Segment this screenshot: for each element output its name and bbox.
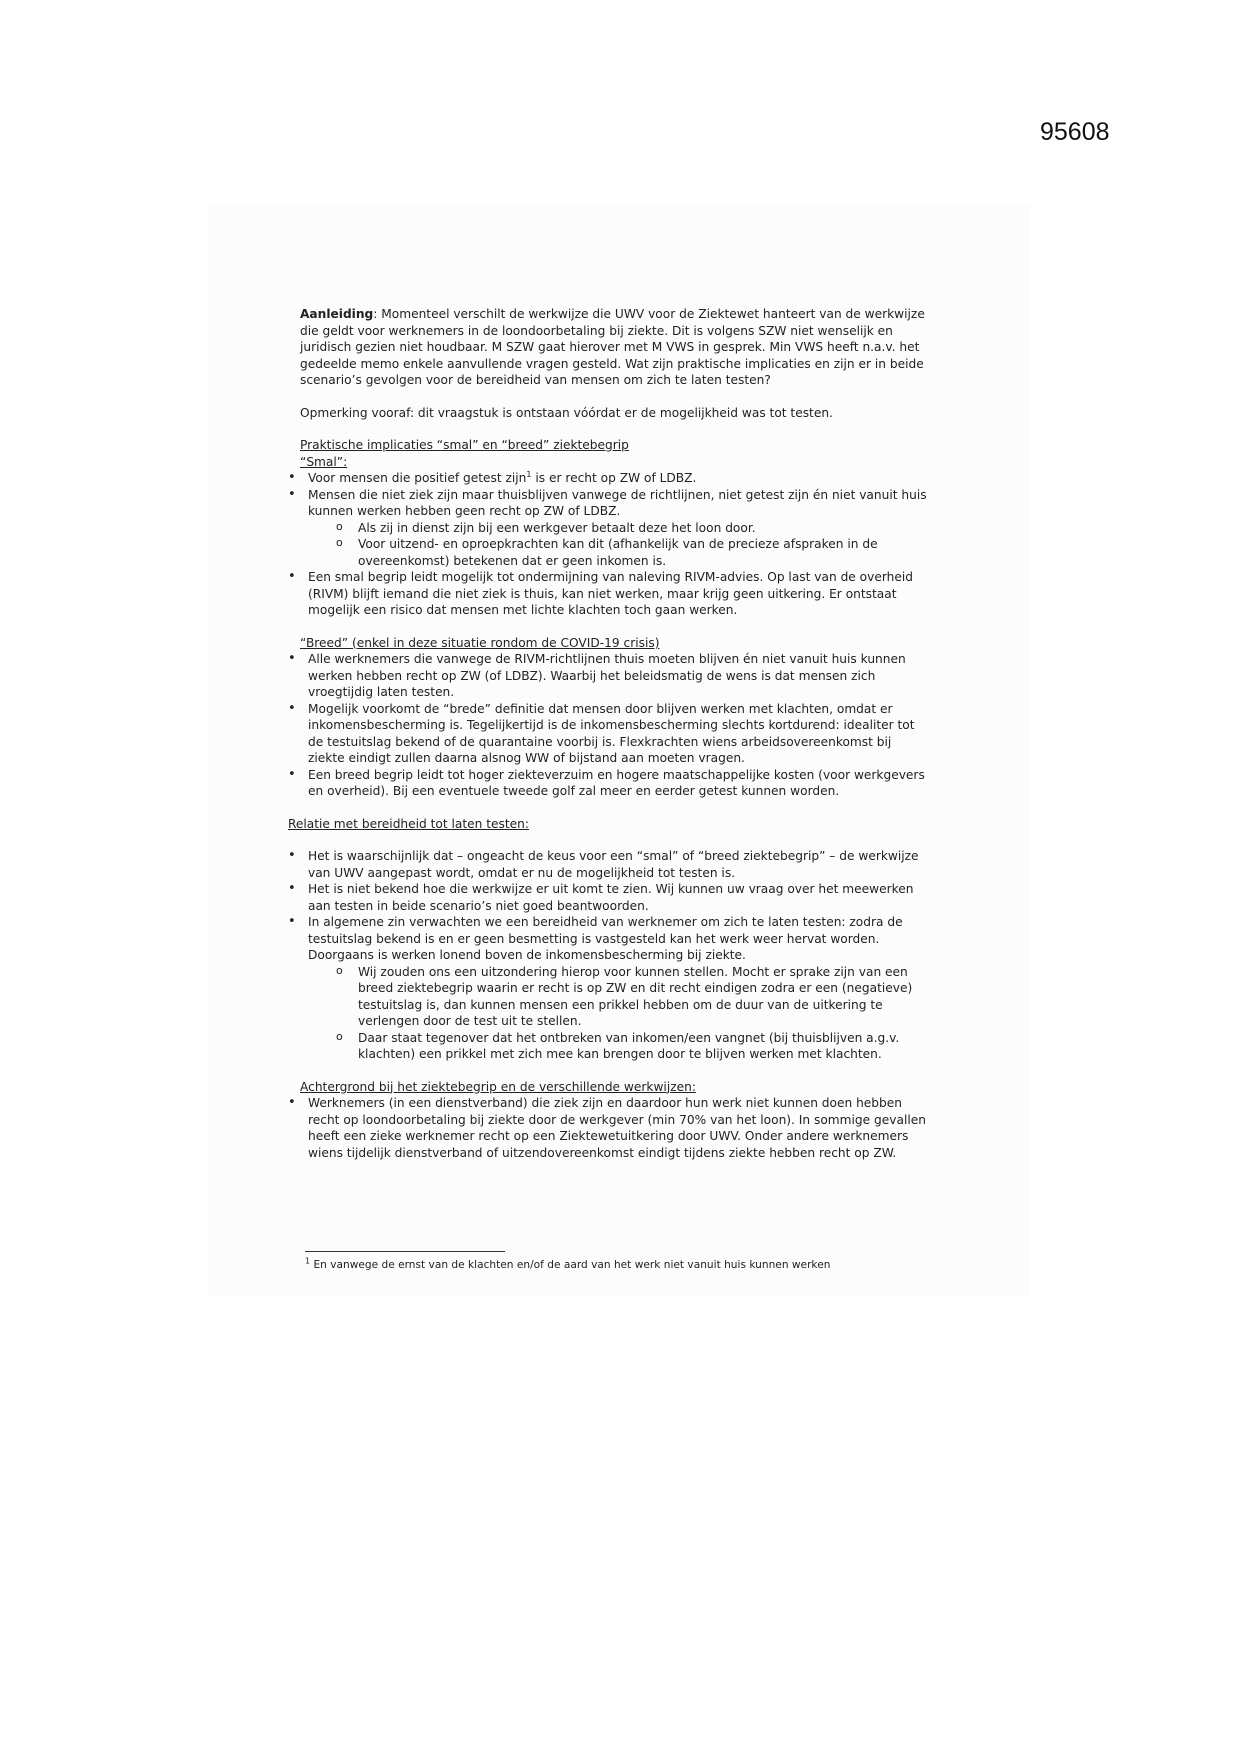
subheading-smal: “Smal”:	[300, 454, 348, 469]
document-number: 95608	[1040, 118, 1110, 146]
sub-list-item: o Als zij in dienst zijn bij een werkgever betaalt deze het loon door.	[358, 520, 928, 537]
achtergrond-list	[288, 1095, 928, 1161]
list-item: • Een breed begrip leidt tot hoger ziekteverzuim en hogere maatschappelijke kosten (voor werkgevers en overheid). Bij een eventuele tweede golf zal meer en eerder getest kunnen worden.	[308, 767, 928, 800]
remark-paragraph: Opmerking vooraf: dit vraagstuk is ontstaan vóórdat er de mogelijkheid was tot testen.	[300, 405, 833, 420]
footnote-text: En vanwege de ernst van de klachten en/of de aard van het werk niet vanuit huis kunnen werken	[310, 1259, 831, 1271]
breed-list	[288, 651, 928, 800]
section-heading-achtergrond: Achtergrond bij het ziektebegrip en de verschillende werkwijzen:	[300, 1079, 696, 1094]
section-heading-relatie: Relatie met bereidheid tot laten testen:	[288, 816, 529, 831]
footnote-ref: 1	[526, 469, 532, 479]
list-item: • Een smal begrip leidt mogelijk tot ondermijning van naleving RIVM-advies. Op last van de overheid (RIVM) blijft iemand die niet ziek is thuis, kan niet werken, maar krijg geen uitkering. Er ontstaat mogelijk een risico dat mensen met lichte klachten toch gaan werken.	[308, 569, 928, 619]
footnote-divider	[305, 1251, 505, 1252]
relatie-sublist	[308, 964, 928, 1063]
sub-list-item: o Daar staat tegenover dat het ontbreken van inkomen/een vangnet (bij thuisblijven a.g.v. klachten) een prikkel met zich mee kan brengen door te blijven werken met klachten.	[358, 1030, 928, 1063]
intro-text: : Momenteel verschilt de werkwijze die UWV voor de Ziektewet hanteert van de werkwijze die geldt voor werknemers in de loondoorbetaling bij ziekte. Dit is volgens SZW niet wenselijk en juridisch gezien niet houdbaar. M SZW gaat hierover met M VWS in gesprek. Min VWS heeft n.a.v. het gedeelde memo enkele aanvullende vragen gesteld. Wat zijn praktische implicaties en zijn er in beide scenario’s gevolgen voor de bereidheid van mensen om zich te laten testen?	[300, 307, 925, 387]
list-item: • In algemene zin verwachten we een bereidheid van werknemer om zich te laten testen: zodra de testuitslag bekend is en er geen besmetting is vastgesteld kan het werk weer hervat worden. Doorgaans is werken lonend boven de inkomensbescherming bij ziekte. o Wij zouden ons een uitzondering hierop voor kunnen stellen. Mocht er sprake zijn van een breed ziektebegrip waarin er recht is op ZW en dit recht eindigen zodra er een (negatieve) testuitslag is, dan kunnen mensen een prikkel hebben om de duur van de uitkering te verlengen door de test uit te stellen. o Daar staat tegenover dat het ontbreken van inkomen/een vangnet (bij thuisblijven a.g.v. klachten) een prikkel met zich mee kan brengen door te blijven werken met klachten.	[308, 914, 928, 1063]
list-item: • Voor mensen die positief getest zijn$^1$ is er recht op ZW of LDBZ.	[308, 470, 928, 487]
footnote	[305, 1258, 945, 1272]
memo-body	[288, 306, 940, 1161]
list-item: • Mensen die niet ziek zijn maar thuisblijven vanwege de richtlijnen, niet getest zijn én niet vanuit huis kunnen werken hebben geen recht op ZW of LDBZ. o Als zij in dienst zijn bij een werkgever betaalt deze het loon door. o Voor uitzend- en oproepkrachten kan dit (afhankelijk van de precieze afspraken in de overeenkomst) betekenen dat er geen inkomen is.	[308, 487, 928, 570]
subheading-breed: “Breed” (enkel in deze situatie rondom de COVID-19 crisis)	[300, 635, 660, 650]
footnote-mark: 1	[305, 1256, 311, 1266]
sub-list-item: o Wij zouden ons een uitzondering hierop voor kunnen stellen. Mocht er sprake zijn van een breed ziektebegrip waarin er recht is op ZW en dit recht eindigen zodra er een (negatieve) testuitslag is, dan kunnen mensen een prikkel hebben om de duur van de uitkering te verlengen door de test uit te stellen.	[358, 964, 928, 1030]
list-item: • Het is waarschijnlijk dat – ongeacht de keus voor een “smal” of “breed ziektebegrip” – de werkwijze van UWV aangepast wordt, omdat er nu de mogelijkheid tot testen is.	[308, 848, 928, 881]
list-item: • Werknemers (in een dienstverband) die ziek zijn en daardoor hun werk niet kunnen doen hebben recht op loondoorbetaling bij ziekte door de werkgever (min 70% van het loon). In sommige gevallen heeft een zieke werknemer recht op een Ziektewetuitkering door UWV. Onder andere werknemers wiens tijdelijk dienstverband of uitzendovereenkomst eindigt tijdens ziekte hebben recht op ZW.	[308, 1095, 928, 1161]
list-item: • Het is niet bekend hoe die werkwijze er uit komt te zien. Wij kunnen uw vraag over het meewerken aan testen in beide scenario’s niet goed beantwoorden.	[308, 881, 928, 914]
smal-sublist	[308, 520, 928, 570]
relatie-list	[288, 848, 928, 1063]
list-item: • Alle werknemers die vanwege de RIVM-richtlijnen thuis moeten blijven én niet vanuit huis kunnen werken hebben recht op ZW (of LDBZ). Waarbij het beleidsmatig de wens is dat mensen zich vroegtijdig laten testen.	[308, 651, 928, 701]
intro-paragraph	[300, 306, 940, 389]
section-heading-implicaties: Praktische implicaties “smal” en “breed” ziektebegrip	[300, 438, 629, 452]
list-item: • Mogelijk voorkomt de “brede” definitie dat mensen door blijven werken met klachten, omdat er inkomensbescherming is. Tegelijkertijd is de inkomensbescherming slechts kortdurend: idealiter tot de testuitslag bekend of de quarantaine voorbij is. Flexkrachten wiens arbeidsovereenkomst bij ziekte eindigt zullen daarna alsnog WW of bijstand aan moeten vragen.	[308, 701, 928, 767]
sub-list-item: o Voor uitzend- en oproepkrachten kan dit (afhankelijk van de precieze afspraken in de overeenkomst) betekenen dat er geen inkomen is.	[358, 536, 928, 569]
intro-label: Aanleiding	[300, 307, 374, 321]
smal-list	[288, 470, 928, 619]
